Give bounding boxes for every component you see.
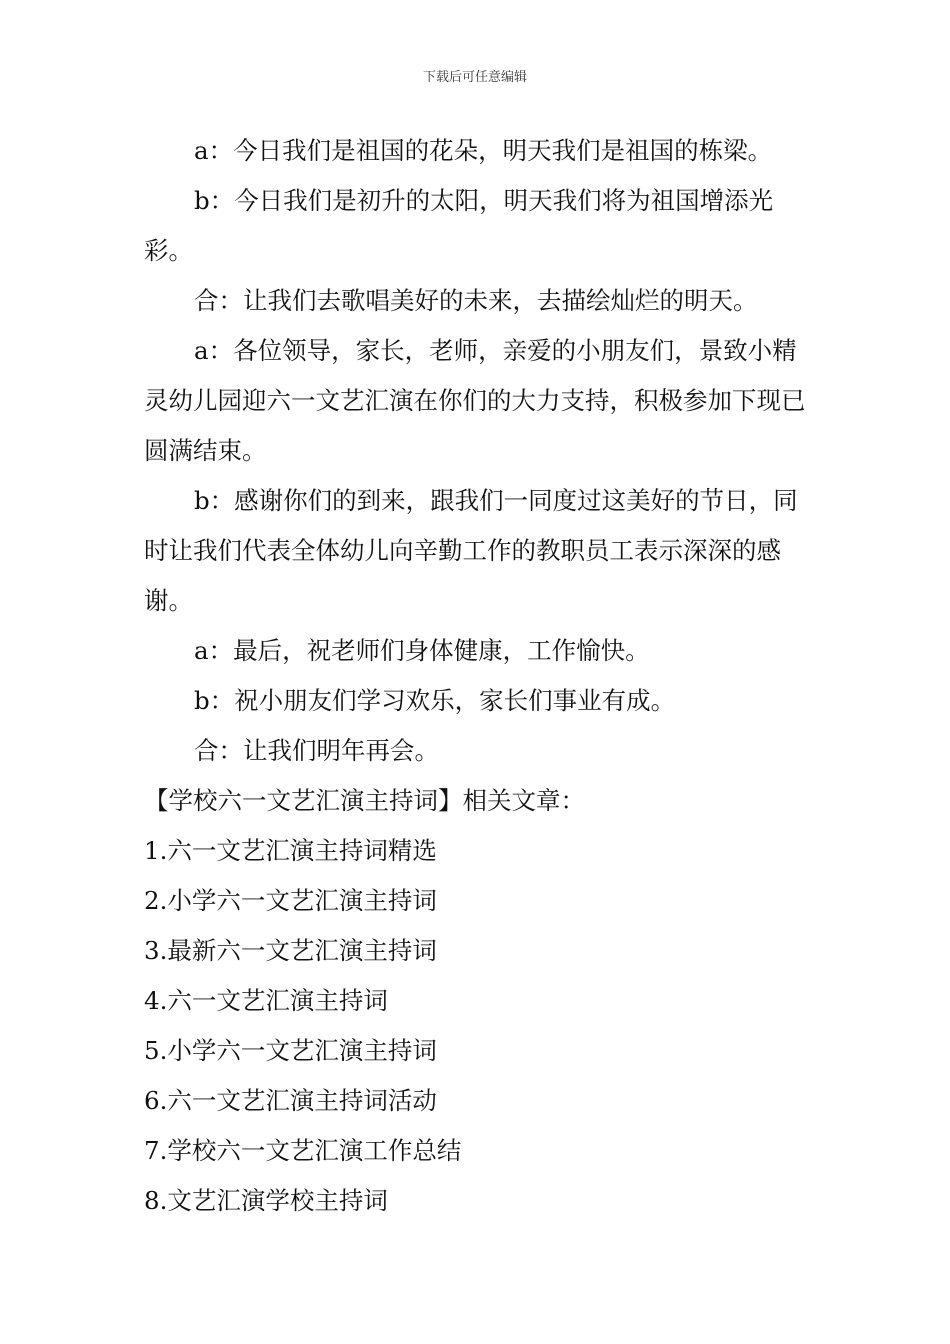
document-body <box>144 126 808 1226</box>
paragraph: b：祝小朋友们学习欢乐，家长们事业有成。 <box>194 686 676 715</box>
related-link[interactable]: 8.文艺汇演学校主持词 <box>144 1186 388 1215</box>
related-link[interactable]: 5.小学六一文艺汇演主持词 <box>144 1036 437 1065</box>
related-link[interactable]: 2.小学六一文艺汇演主持词 <box>144 886 437 915</box>
paragraph: b：今日我们是初升的太阳，明天我们将为祖国增添光彩。 <box>144 186 774 265</box>
related-link[interactable]: 3.最新六一文艺汇演主持词 <box>144 936 437 965</box>
related-link[interactable]: 7.学校六一文艺汇演工作总结 <box>144 1136 462 1165</box>
paragraph: a：各位领导，家长，老师，亲爱的小朋友们，景致小精灵幼儿园迎六一文艺汇演在你们的大力支持，积极参加下现已圆满结束。 <box>144 336 806 465</box>
page-header: 下载后可任意编辑 <box>422 70 527 85</box>
paragraph: 合：让我们去歌唱美好的未来，去描绘灿烂的明天。 <box>194 286 758 315</box>
paragraph: 合：让我们明年再会。 <box>194 736 439 765</box>
paragraph: a：今日我们是祖国的花朵，明天我们是祖国的栋梁。 <box>194 136 773 165</box>
related-heading: 【学校六一文艺汇演主持词】相关文章： <box>144 786 585 815</box>
paragraph: a：最后，祝老师们身体健康，工作愉快。 <box>194 636 650 665</box>
related-link[interactable]: 1.六一文艺汇演主持词精选 <box>144 836 437 865</box>
paragraph: b：感谢你们的到来，跟我们一同度过这美好的节日，同时让我们代表全体幼儿向辛勤工作的教职员工表示深深的感谢。 <box>144 486 798 615</box>
related-link[interactable]: 4.六一文艺汇演主持词 <box>144 986 388 1015</box>
related-link[interactable]: 6.六一文艺汇演主持词活动 <box>144 1086 437 1115</box>
